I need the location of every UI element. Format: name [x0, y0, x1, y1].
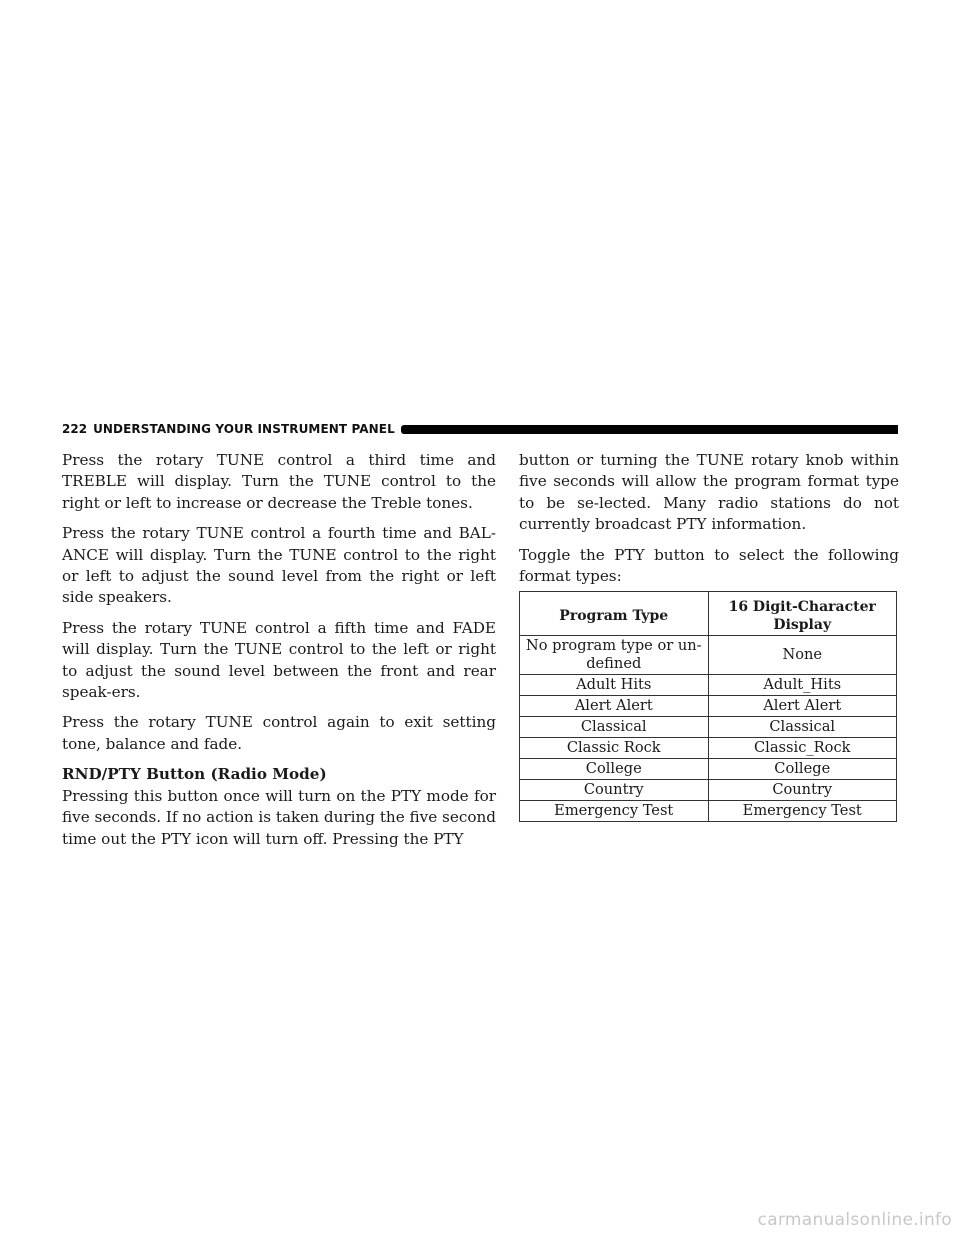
- cell-program-type: No program type or un-defined: [520, 636, 709, 675]
- cell-display: Emergency Test: [708, 801, 897, 822]
- cell-program-type: Adult Hits: [520, 675, 709, 696]
- table-row: [520, 738, 897, 759]
- table-row: [520, 675, 897, 696]
- paragraph-fade: Press the rotary TUNE control a fifth time and FADE will display. Turn the TUNE control to the left or right to adjust the sound level between the front and rear speak-ers.: [62, 618, 496, 702]
- paragraph-exit: Press the rotary TUNE control again to exit setting tone, balance and fade.: [62, 713, 496, 753]
- header-program-type: Program Type: [520, 592, 709, 636]
- cell-program-type: Classic Rock: [520, 738, 709, 759]
- cell-display: College: [708, 759, 897, 780]
- watermark-text: carmanualsonline.info: [757, 1210, 952, 1230]
- paragraph-pty-select: button or turning the TUNE rotary knob within five seconds will allow the program format type to be se-lected. Many radio stations do not currently broadcast PTY information.: [519, 451, 899, 534]
- paragraph-toggle: Toggle the PTY button to select the following format types:: [519, 545, 899, 586]
- cell-display: Classical: [708, 717, 897, 738]
- cell-display: Adult_Hits: [708, 675, 897, 696]
- cell-display: None: [708, 636, 897, 675]
- table-row: [520, 636, 897, 675]
- page-header: [62, 420, 898, 438]
- table-row: [520, 759, 897, 780]
- cell-program-type: Alert Alert: [520, 696, 709, 717]
- cell-display: Alert Alert: [708, 696, 897, 717]
- table-row: [520, 717, 897, 738]
- table-row: [520, 696, 897, 717]
- paragraph-pty-mode: Pressing this button once will turn on the PTY mode for five seconds. If no action is taken during the five second time out the PTY icon will turn off. Pressing the PTY: [62, 786, 496, 848]
- cell-program-type: Country: [520, 780, 709, 801]
- page-number: 222: [62, 422, 88, 436]
- cell-program-type: College: [520, 759, 709, 780]
- pty-table: [519, 591, 897, 822]
- section-heading: RND/PTY Button (Radio Mode): [62, 765, 327, 784]
- cell-display: Classic_Rock: [708, 738, 897, 759]
- cell-program-type: Classical: [520, 717, 709, 738]
- paragraph-balance: Press the rotary TUNE control a fourth time and BAL-ANCE will display. Turn the TUNE control to the right or left to adjust the sound level from the right or left side speakers.: [62, 524, 496, 607]
- table-row: [520, 780, 897, 801]
- paragraph-treble: Press the rotary TUNE control a third time and TREBLE will display. Turn the TUNE control to the right or left to increase or decrease the Treble tones.: [62, 451, 496, 512]
- left-column: [62, 450, 496, 859]
- header-display: 16 Digit-Character Display: [708, 592, 897, 636]
- right-column: [519, 450, 899, 822]
- cell-program-type: Emergency Test: [520, 801, 709, 822]
- header-rule: [401, 425, 898, 434]
- section-title: UNDERSTANDING YOUR INSTRUMENT PANEL: [93, 422, 395, 436]
- cell-display: Country: [708, 780, 897, 801]
- table-row: [520, 801, 897, 822]
- table-header-row: [520, 592, 897, 636]
